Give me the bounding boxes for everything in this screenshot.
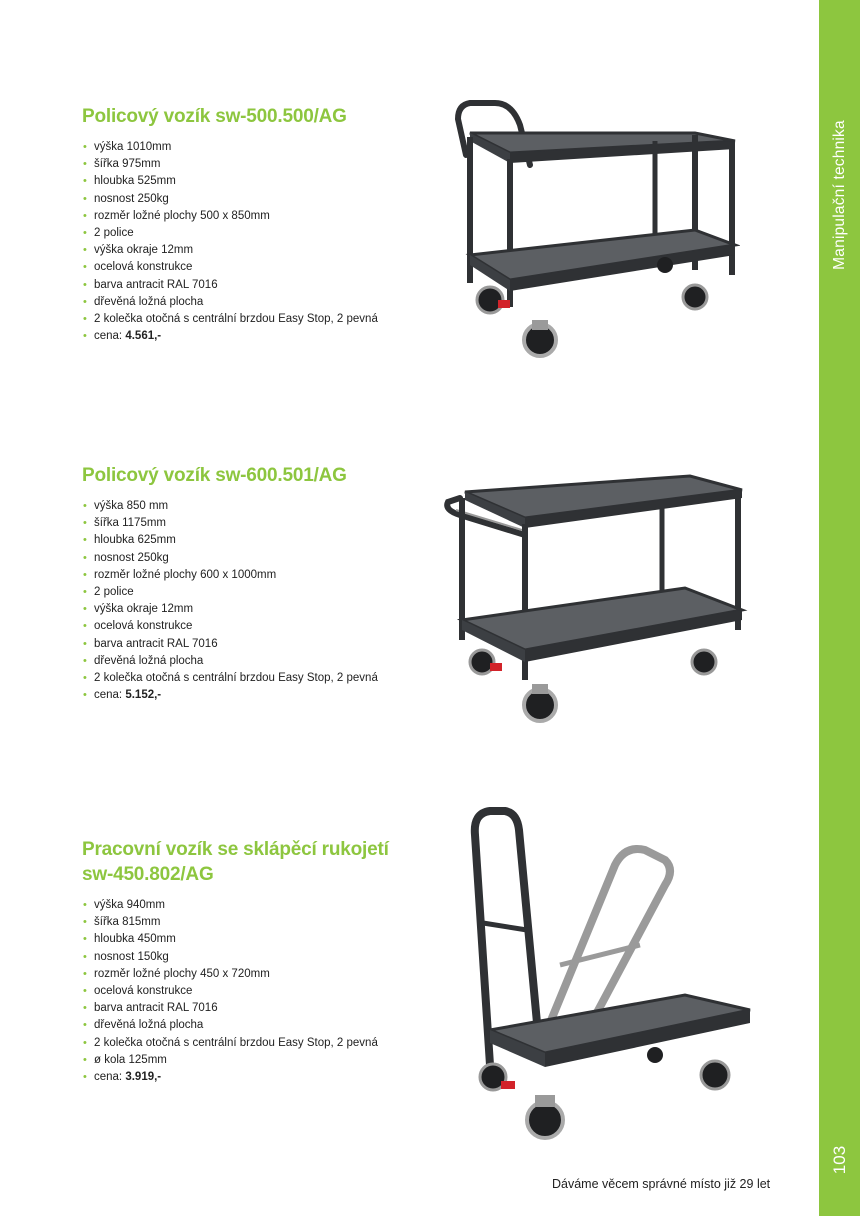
spec-item: • rozměr ložné plochy 450 x 720mm (83, 967, 270, 980)
spec-item: • hloubka 625mm (83, 534, 176, 547)
spec-item: • 2 police (83, 586, 134, 599)
spec-item: • výška 940mm (83, 899, 165, 911)
price: 3.919,- (125, 1071, 162, 1084)
price: 5.152,- (125, 689, 162, 702)
price-item: • cena: 3.919,- (83, 1071, 162, 1084)
footer-tagline: Dáváme věcem správné místo již 29 let (552, 1177, 771, 1191)
spec-item: • 2 kolečka otočná s centrální brzdou Easy Stop, 2 pevná (83, 313, 378, 326)
spec-item: • barva antracit RAL 7016 (83, 637, 218, 650)
spec-item: • ø kola 125mm (83, 1053, 167, 1066)
page-number (819, 1135, 860, 1185)
spec-item: • nosnost 250kg (83, 551, 169, 564)
section-title: Manipulační technika (830, 120, 848, 270)
spec-list (82, 498, 378, 704)
spec-item: • barva antracit RAL 7016 (83, 278, 218, 291)
price: 4.561,- (125, 330, 162, 343)
spec-item: • šířka 975mm (83, 158, 161, 171)
price-item: • cena: 4.561,- (83, 330, 162, 343)
shelf-trolley-image-2 (440, 470, 750, 725)
spec-item: • hloubka 525mm (83, 175, 176, 188)
spec-item: • hloubka 450mm (83, 933, 176, 946)
spec-item: • výška 850 mm (83, 500, 169, 512)
spec-item: • dřevěná ložná plocha (83, 654, 204, 667)
spec-item: • výška 1010mm (83, 141, 172, 153)
product-block-1 (82, 104, 378, 345)
page-number-text: 103 (829, 1145, 849, 1175)
product-title-line-2: sw-450.802/AG (82, 864, 214, 885)
product-title (82, 837, 389, 887)
product-title: Policový vozík sw-500.500/AG (82, 106, 347, 127)
product-block-2 (82, 463, 378, 704)
spec-item: • 2 police (83, 227, 134, 240)
spec-item: • šířka 1175mm (83, 517, 167, 530)
spec-item: • ocelová konstrukce (83, 985, 193, 998)
platform-trolley-image (465, 805, 755, 1145)
section-label (819, 100, 860, 290)
product-title: Policový vozík sw-600.501/AG (82, 465, 347, 486)
spec-item: • rozměr ložné plochy 600 x 1000mm (83, 568, 277, 581)
spec-item: • šířka 815mm (83, 916, 161, 929)
spec-item: • nosnost 150kg (83, 950, 169, 963)
shelf-trolley-image-1 (440, 95, 740, 360)
spec-item: • nosnost 250kg (83, 192, 169, 205)
spec-item: • ocelová konstrukce (83, 620, 193, 633)
spec-item: • výška okraje 12mm (83, 603, 194, 616)
spec-item: • 2 kolečka otočná s centrální brzdou Easy Stop, 2 pevná (83, 1036, 378, 1049)
product-block-3 (82, 837, 389, 1086)
spec-list (82, 139, 378, 345)
spec-item: • dřevěná ložná plocha (83, 295, 204, 308)
spec-item: • 2 kolečka otočná s centrální brzdou Easy Stop, 2 pevná (83, 672, 378, 685)
spec-item: • dřevěná ložná plocha (83, 1019, 204, 1032)
product-title-line-1: Pracovní vozík se sklápěcí rukojetí (82, 839, 389, 860)
spec-item: • barva antracit RAL 7016 (83, 1002, 218, 1015)
spec-list (82, 897, 389, 1086)
spec-item: • rozměr ložné plochy 500 x 850mm (83, 209, 270, 222)
spec-item: • ocelová konstrukce (83, 261, 193, 274)
spec-item: • výška okraje 12mm (83, 244, 194, 257)
price-item: • cena: 5.152,- (83, 689, 162, 702)
